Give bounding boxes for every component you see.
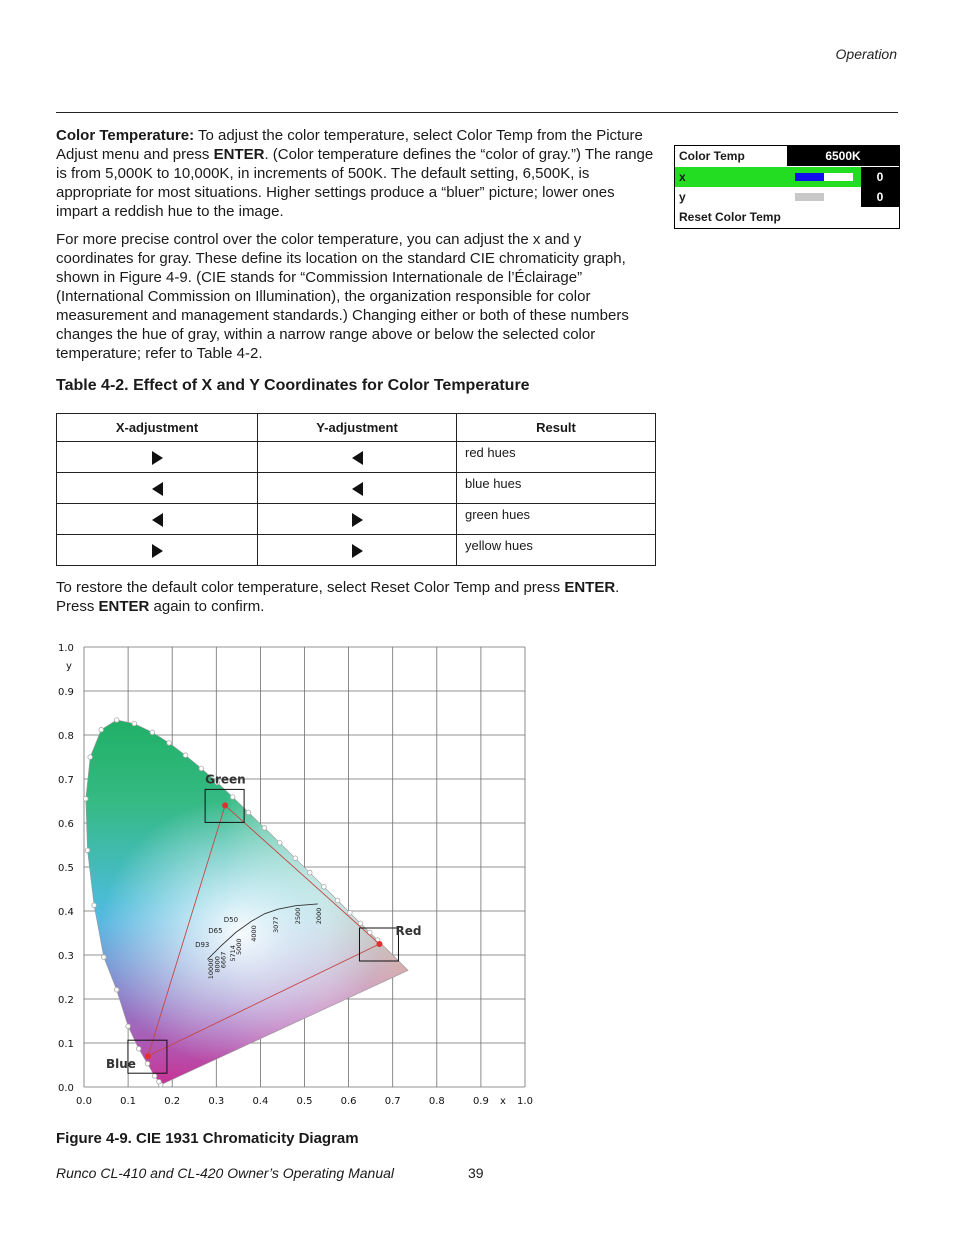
left-arrow-icon — [352, 482, 363, 496]
y-level-fill — [795, 193, 824, 201]
color-temp-value: 6500K — [787, 146, 899, 166]
menu-item-x[interactable] — [675, 167, 899, 187]
wavelength-marker — [230, 795, 235, 800]
right-arrow-icon — [352, 513, 363, 527]
cie-coordinates-paragraph: For more precise control over the color temperature, you can adjust the x and y coordinates for gray. These define its location on the standard CIE chromaticity graph, shown in Figure 4-9. (CIE stands for “Commission Internationale de l’Éclairage” (International Commission on Illumination), the organization responsible for color measurement and management standards.) Changing either or both of these numbers changes the hue of gray, within a narrow range above or below the selected color temperature; refer to Table 4-2. — [56, 231, 629, 362]
right-arrow-icon — [352, 544, 363, 558]
y-tick-label: 0.6 — [58, 819, 74, 830]
y-tick-label: 0.1 — [58, 1039, 74, 1050]
coordinate-effect-table — [56, 413, 656, 566]
x-adjustment-cell — [57, 473, 258, 504]
table-row — [57, 442, 656, 473]
paragraph-text: again to confirm. — [149, 598, 265, 615]
x-level-fill — [795, 173, 824, 181]
x-tick-label: 1.0 — [517, 1096, 533, 1107]
column-header: Y-adjustment — [258, 414, 457, 442]
color-temp-osd-menu — [674, 145, 900, 229]
x-tick-label: 0.1 — [120, 1096, 137, 1107]
x-tick-label: 0.9 — [472, 1096, 489, 1107]
y-axis-label: y — [66, 661, 72, 672]
wavelength-marker — [262, 826, 267, 831]
y-value: 0 — [861, 187, 899, 207]
wavelength-marker — [199, 766, 204, 771]
x-adjustment-cell — [57, 504, 258, 535]
white-point-label: D65 — [208, 927, 223, 935]
right-arrow-icon — [152, 544, 163, 558]
wavelength-marker — [246, 810, 251, 815]
result-cell: yellow hues — [457, 535, 656, 566]
white-point-label: D50 — [223, 916, 239, 924]
result-cell: blue hues — [457, 473, 656, 504]
left-arrow-icon — [152, 513, 163, 527]
y-adjustment-cell — [258, 504, 457, 535]
color-temperature-paragraph — [56, 126, 656, 221]
cct-label: 3077 — [272, 916, 281, 933]
wavelength-marker — [136, 1046, 141, 1051]
y-level-slider[interactable] — [795, 193, 853, 201]
wavelength-marker — [293, 856, 298, 861]
cct-label: 2000 — [315, 907, 324, 925]
menu-item-color-temp[interactable] — [675, 146, 899, 166]
manual-title-footer: Runco CL-410 and CL-420 Owner’s Operating Manual — [56, 1165, 395, 1181]
y-tick-label: 0.4 — [58, 907, 74, 918]
wavelength-marker — [85, 848, 90, 853]
cct-label: 5714 — [228, 945, 237, 962]
wavelength-marker — [114, 987, 119, 992]
y-tick-label: 0.9 — [58, 687, 74, 698]
y-tick-label: 0.7 — [58, 775, 74, 786]
paragraph-text: To restore the default color temperature, select Reset Color Temp and press — [56, 579, 565, 596]
x-tick-label: 0.6 — [340, 1096, 357, 1107]
wavelength-marker — [102, 955, 107, 960]
x-tick-label: 0.7 — [384, 1096, 401, 1107]
x-axis-label: x — [499, 1096, 506, 1107]
cie-chart-svg — [50, 635, 550, 1115]
x-tick-label: 0.5 — [296, 1096, 313, 1107]
result-cell: red hues — [457, 442, 656, 473]
wavelength-marker — [132, 721, 137, 726]
header-rule — [56, 112, 898, 113]
wavelength-marker — [183, 753, 188, 758]
cct-label: 6667 — [219, 951, 228, 969]
y-adjustment-cell — [258, 473, 457, 504]
paragraph-text: . Press — [56, 579, 620, 615]
menu-item-label: Reset Color Temp — [679, 210, 781, 224]
blue-primary-label: Blue — [105, 1057, 136, 1072]
wavelength-marker — [157, 1079, 162, 1084]
wavelength-marker — [152, 1074, 157, 1079]
table-row — [57, 473, 656, 504]
cct-label: 2500 — [294, 907, 303, 925]
x-value: 0 — [861, 167, 899, 187]
red-primary-label: Red — [395, 924, 422, 938]
y-adjustment-cell — [258, 535, 457, 566]
y-tick-label: 0.3 — [58, 951, 74, 962]
reset-instruction-paragraph — [56, 578, 656, 616]
menu-item-label: y — [679, 190, 686, 204]
wavelength-marker — [114, 718, 119, 723]
left-arrow-icon — [352, 451, 363, 465]
blue-primary-point — [145, 1053, 151, 1059]
menu-item-label: x — [679, 170, 686, 184]
enter-key-label: ENTER — [564, 579, 616, 596]
y-tick-label: 0.5 — [58, 863, 74, 874]
column-header: Result — [457, 414, 656, 442]
wavelength-marker — [92, 903, 97, 908]
y-tick-label: 0.0 — [58, 1083, 74, 1094]
x-tick-label: 0.2 — [164, 1096, 181, 1107]
enter-key-label: ENTER — [98, 598, 150, 615]
menu-item-y[interactable] — [675, 187, 899, 207]
wavelength-marker — [322, 885, 327, 890]
wavelength-marker — [126, 1024, 131, 1029]
table-header-row — [57, 414, 656, 442]
cct-label: 5000 — [234, 938, 243, 955]
cct-label: 4000 — [249, 925, 258, 942]
table-row — [57, 504, 656, 535]
wavelength-marker — [335, 898, 340, 903]
menu-item-label: Color Temp — [679, 149, 745, 163]
paragraph-lead-label: Color Temperature: — [56, 127, 195, 144]
wavelength-marker — [145, 1061, 150, 1066]
x-adjustment-cell — [57, 535, 258, 566]
x-tick-label: 0.3 — [208, 1096, 225, 1107]
white-point-label: D93 — [195, 941, 210, 950]
x-tick-label: 0.0 — [76, 1096, 92, 1107]
x-adjustment-cell — [57, 442, 258, 473]
cct-label: 8000 — [213, 956, 222, 973]
wavelength-marker — [348, 910, 353, 915]
wavelength-marker — [99, 727, 104, 732]
cie-chromaticity-chart — [50, 635, 550, 1115]
left-arrow-icon — [152, 482, 163, 496]
red-primary-point — [376, 941, 382, 947]
table-title: Table 4-2. Effect of X and Y Coordinates for Color Temperature — [56, 377, 530, 394]
wavelength-marker — [88, 755, 93, 760]
figure-caption: Figure 4-9. CIE 1931 Chromaticity Diagram — [56, 1130, 359, 1147]
table-row — [57, 535, 656, 566]
y-tick-label: 0.2 — [58, 995, 74, 1006]
x-tick-label: 0.4 — [252, 1096, 269, 1107]
wavelength-marker — [83, 797, 88, 802]
wavelength-marker — [150, 730, 155, 735]
x-level-slider[interactable] — [795, 173, 853, 181]
y-adjustment-cell — [258, 442, 457, 473]
column-header: X-adjustment — [57, 414, 258, 442]
y-tick-label: 0.8 — [58, 731, 74, 742]
paragraph-text: . (Color temperature defines the “color of gray.”) The range is from 5,000K to 10,000K, in increments of 500K. The default setting, 6,500K, is appropriate for most situations. Higher settings produce a “bluer” picture; lower ones impart a reddish hue to the image. — [56, 146, 654, 220]
page-number: 39 — [468, 1165, 484, 1181]
y-tick-label: 1.0 — [58, 643, 74, 654]
paragraph-text: To adjust the color temperature, select Color Temp from the Picture Adjust menu and press — [56, 127, 643, 163]
green-primary-point — [222, 802, 228, 808]
x-tick-label: 0.8 — [428, 1096, 445, 1107]
wavelength-marker — [307, 870, 312, 875]
result-cell: green hues — [457, 504, 656, 535]
wavelength-marker — [167, 741, 172, 746]
green-primary-label: Green — [205, 772, 246, 787]
section-header: Operation — [835, 46, 897, 62]
enter-key-label: ENTER — [213, 146, 265, 163]
wavelength-marker — [278, 841, 283, 846]
menu-item-reset-color-temp[interactable] — [675, 207, 899, 227]
cct-label: 10000 — [207, 958, 216, 980]
right-arrow-icon — [152, 451, 163, 465]
